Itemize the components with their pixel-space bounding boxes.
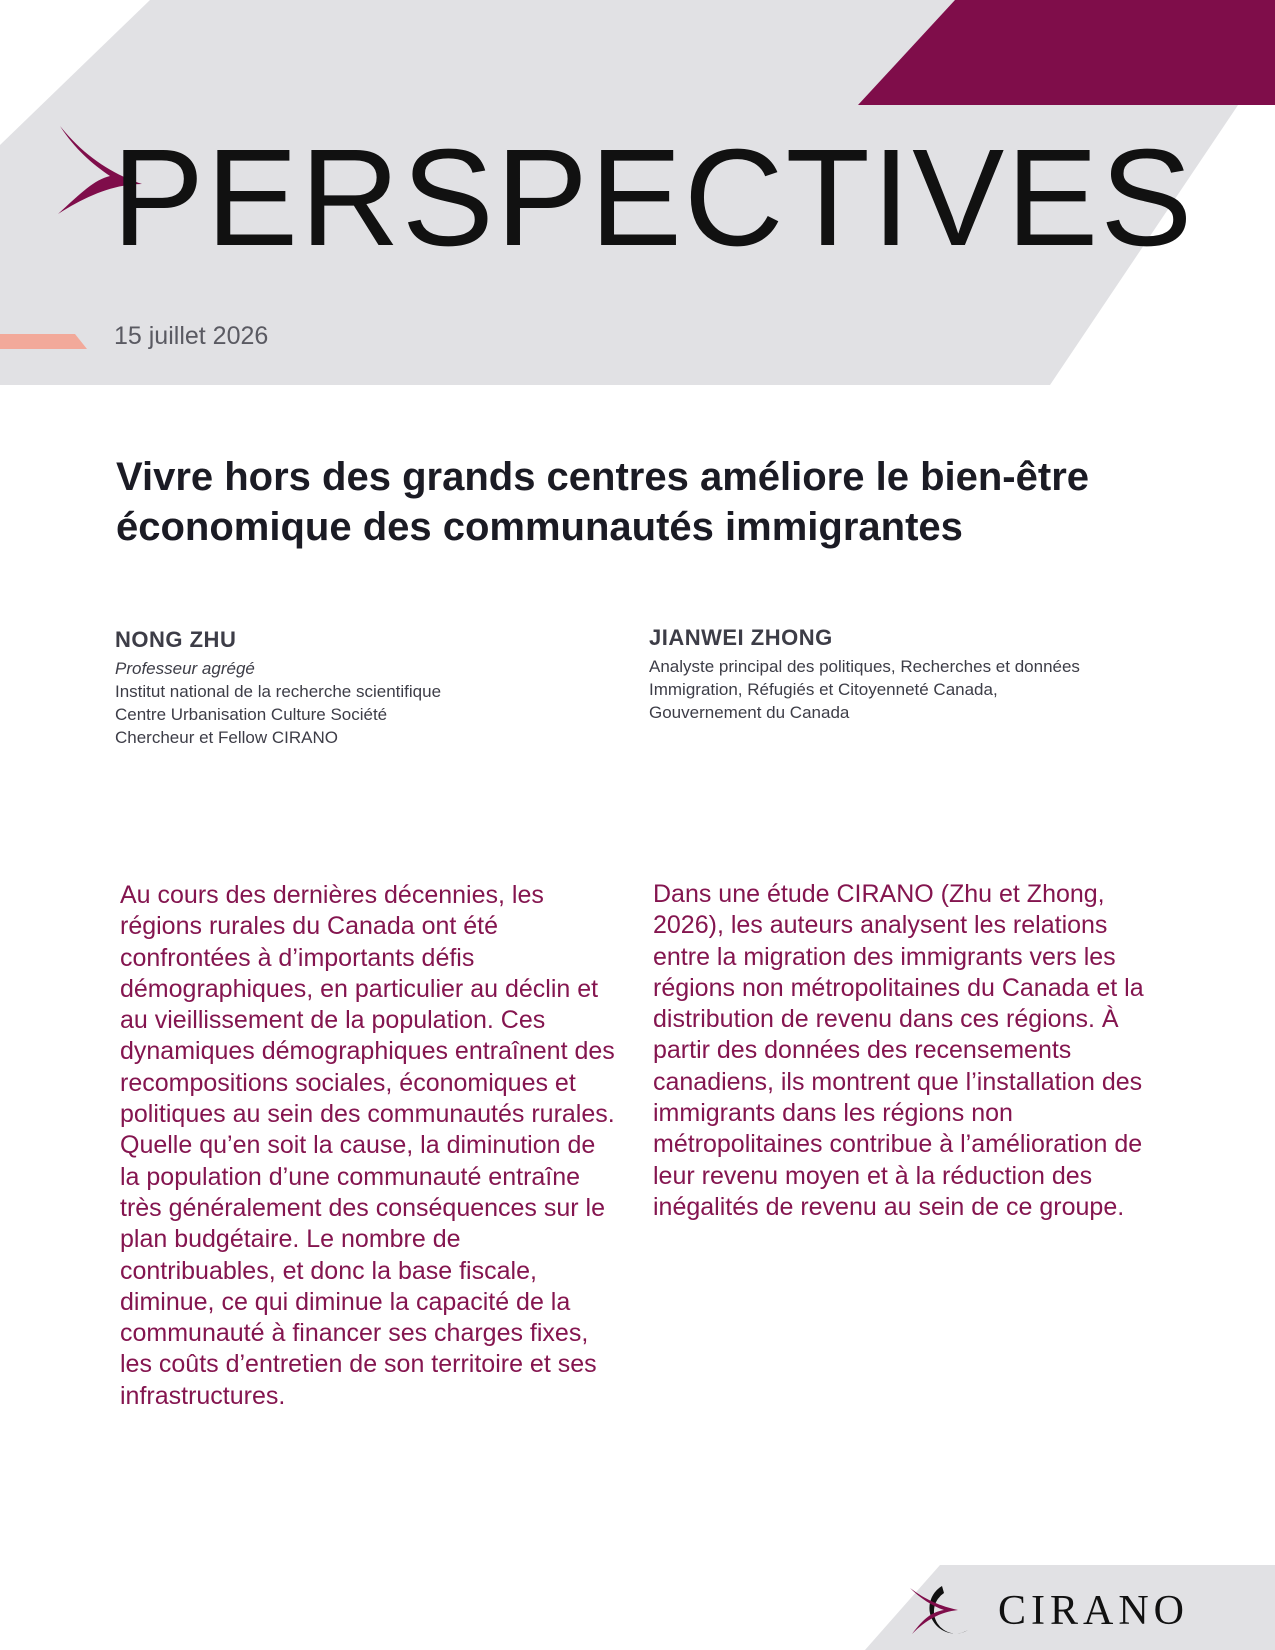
author-affiliation-line: Chercheur et Fellow CIRANO bbox=[115, 728, 338, 747]
header-salmon-bar bbox=[0, 334, 87, 349]
author-affiliation-line: Professeur agrégé bbox=[115, 659, 255, 678]
author-affiliation-line: Institut national de la recherche scientifique bbox=[115, 682, 442, 701]
author-name: JIANWEI ZHONG bbox=[649, 625, 833, 650]
body-column-right: Dans une étude CIRANO (Zhu et Zhong, 2026), les auteurs analysent les relations entre la migration des immigrants vers les régions non métropolitaines du Canada et la distribution de revenu dans ces régions. À partir des données des recensements canadiens, ils montrent que l’installation des immigrants dans les régions non métropolitaines contribue à l’amélioration de leur revenu moyen et à la réduction des inégalités de revenu au sein de ce groupe. bbox=[653, 880, 1144, 1221]
publication-date: 15 juillet 2026 bbox=[114, 322, 269, 350]
author-affiliation-line: Analyste principal des politiques, Recherches et données bbox=[649, 657, 1080, 676]
body-column-left: Au cours des dernières décennies, les régions rurales du Canada ont été confrontées à d’importants défis démographiques, en particulier au déclin et au vieillissement de la population. Ces dynamiques démographiques entraînent des recompositions sociales, économiques et politiques au sein des communautés rurales. Quelle qu’en soit la cause, la diminution de la population d’une communauté entraîne très généralement des conséquences sur le plan budgétaire. Le nombre de contribuables, et donc la base fiscale, diminue, ce qui diminue la capacité de la communauté à financer ses charges fixes, les coûts d’entretien de son territoire et ses infrastructures. bbox=[120, 881, 615, 1410]
author-block bbox=[115, 627, 595, 749]
author-affiliation-line: Gouvernement du Canada bbox=[649, 703, 850, 722]
cirano-wordmark: CIRANO bbox=[998, 1588, 1190, 1634]
author-affiliation-line: Immigration, Réfugiés et Citoyenneté Canada, bbox=[649, 680, 998, 699]
author-block bbox=[649, 625, 1149, 724]
author-name: NONG ZHU bbox=[115, 627, 237, 652]
cirano-logo-icon bbox=[908, 1580, 978, 1640]
article-title: Vivre hors des grands centres améliore le bien-être économique des communautés immigrantes bbox=[116, 455, 1090, 549]
author-affiliation-line: Centre Urbanisation Culture Société bbox=[115, 705, 388, 724]
publication-masthead: PERSPECTIVES bbox=[112, 121, 1195, 275]
